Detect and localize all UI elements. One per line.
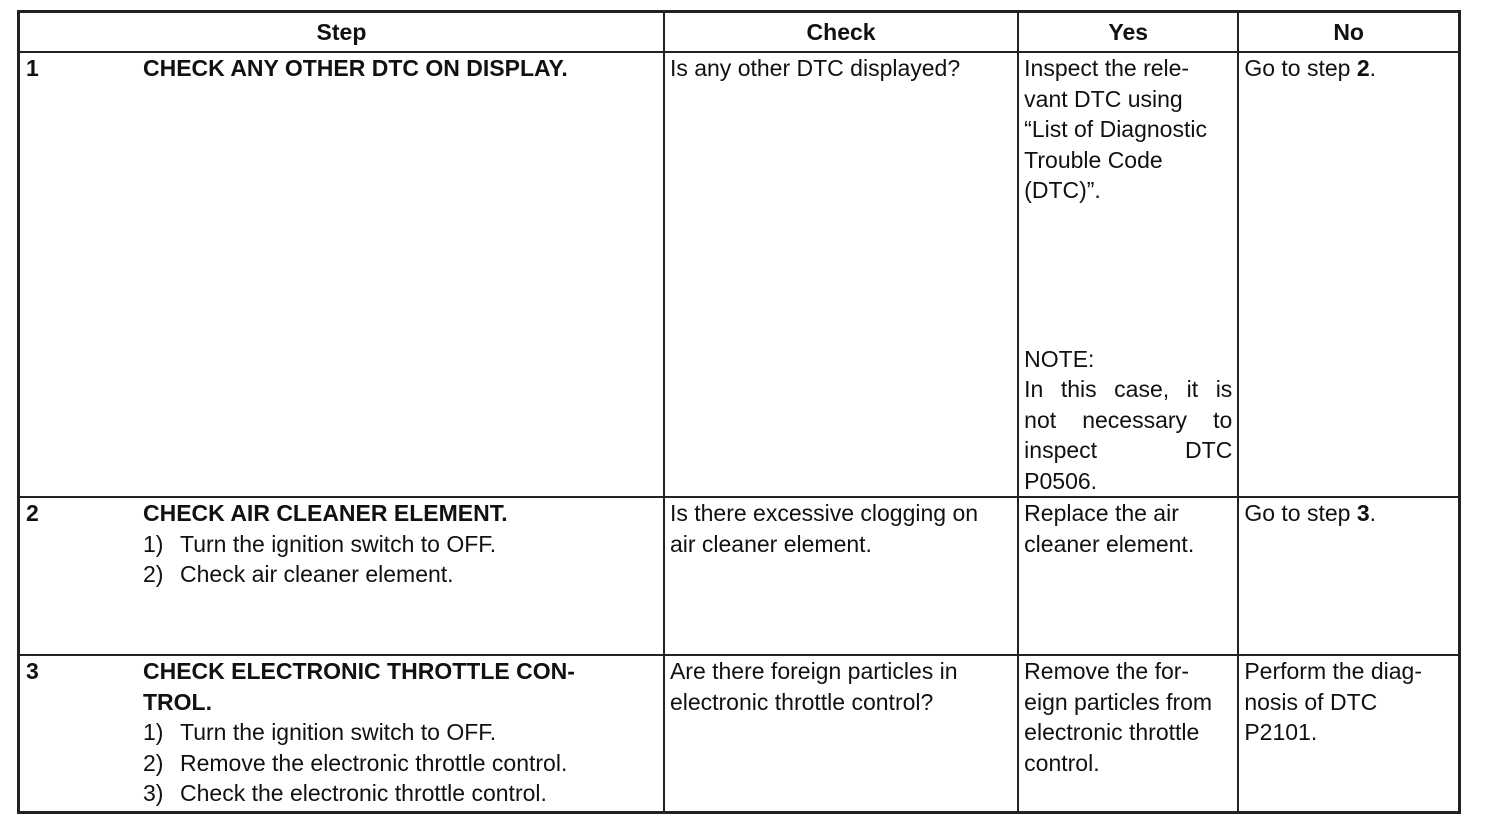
substep-number: 2) — [143, 561, 164, 587]
check-line: air cleaner element. — [669, 530, 872, 557]
step-number: 1 — [26, 55, 39, 81]
substep-number: 3) — [143, 780, 164, 806]
substep — [143, 529, 658, 560]
header-step: Step — [19, 12, 664, 53]
check-cell — [664, 655, 1018, 813]
table-row — [19, 655, 1460, 813]
no-cell — [1238, 497, 1459, 655]
note-label: NOTE: — [1024, 345, 1095, 372]
no-prefix: Go to step — [1244, 55, 1357, 81]
step-title: CHECK ANY OTHER DTC ON DISPLAY. — [143, 55, 568, 81]
table-row — [19, 497, 1460, 655]
check-line: Are there foreign particles in — [669, 658, 958, 684]
no-step-ref: 3 — [1356, 500, 1370, 526]
note-block — [1024, 344, 1232, 497]
yes-cell — [1018, 497, 1238, 655]
yes-line: control. — [1024, 749, 1100, 776]
step-cell — [19, 655, 664, 813]
no-prefix: Go to step — [1244, 500, 1357, 526]
substep-number: 1) — [143, 530, 164, 557]
no-step-ref: 2 — [1356, 55, 1370, 81]
yes-line: cleaner element. — [1024, 530, 1195, 557]
check-text: Is any other DTC displayed? — [669, 55, 961, 81]
substep-text: Check air cleaner element. — [180, 561, 454, 587]
yes-line: eign particles from — [1024, 688, 1213, 715]
no-line: Perform the diag- — [1244, 658, 1423, 684]
yes-cell — [1018, 52, 1238, 497]
no-suffix: . — [1369, 500, 1377, 526]
yes-line: Inspect the rele- — [1024, 55, 1190, 81]
yes-cell — [1018, 655, 1238, 813]
header-yes: Yes — [1018, 12, 1238, 53]
yes-line: Trouble Code — [1024, 146, 1163, 173]
table-row — [19, 52, 1460, 497]
substep-text: Turn the ignition switch to OFF. — [180, 719, 497, 745]
substep-text: Check the electronic throttle control. — [180, 780, 547, 806]
step-cell — [19, 52, 664, 497]
step-title: CHECK ELECTRONIC THROTTLE CON- — [143, 658, 575, 684]
note-line: In this case, it is — [1024, 376, 1233, 402]
check-line: electronic throttle control? — [669, 688, 934, 715]
yes-line: Replace the air — [1024, 500, 1179, 526]
header-no: No — [1238, 12, 1459, 53]
step-number: 2 — [26, 500, 39, 526]
substep — [143, 717, 658, 748]
step-title: TROL. — [143, 688, 212, 715]
check-line: Is there excessive clogging on — [669, 500, 979, 526]
diagnostic-table — [17, 10, 1461, 814]
yes-line: “List of Diagnostic — [1024, 116, 1207, 142]
note-line: P0506. — [1024, 467, 1098, 494]
step-title: CHECK AIR CLEANER ELEMENT. — [143, 500, 508, 526]
substep — [143, 748, 658, 779]
no-line: nosis of DTC — [1244, 688, 1378, 715]
substep-text: Remove the electronic throttle control. — [180, 749, 568, 776]
step-cell — [19, 497, 664, 655]
yes-line: Remove the for- — [1024, 658, 1190, 684]
yes-line: (DTC)”. — [1024, 177, 1101, 203]
yes-line: vant DTC using — [1024, 85, 1183, 112]
step-number: 3 — [26, 658, 39, 684]
yes-line: electronic throttle — [1024, 719, 1200, 745]
header-row — [19, 12, 1460, 53]
substep-text: Turn the ignition switch to OFF. — [180, 530, 497, 557]
no-cell — [1238, 655, 1459, 813]
no-suffix: . — [1369, 55, 1377, 81]
note-line: inspect DTC — [1024, 437, 1233, 463]
note-line: not necessary to — [1024, 406, 1233, 433]
substep — [143, 778, 658, 809]
check-cell — [664, 497, 1018, 655]
no-line: P2101. — [1244, 719, 1318, 745]
no-cell — [1238, 52, 1459, 497]
substep-number: 2) — [143, 749, 164, 776]
substep — [143, 559, 658, 590]
header-check: Check — [664, 12, 1018, 53]
substep-number: 1) — [143, 719, 164, 745]
check-cell — [664, 52, 1018, 497]
